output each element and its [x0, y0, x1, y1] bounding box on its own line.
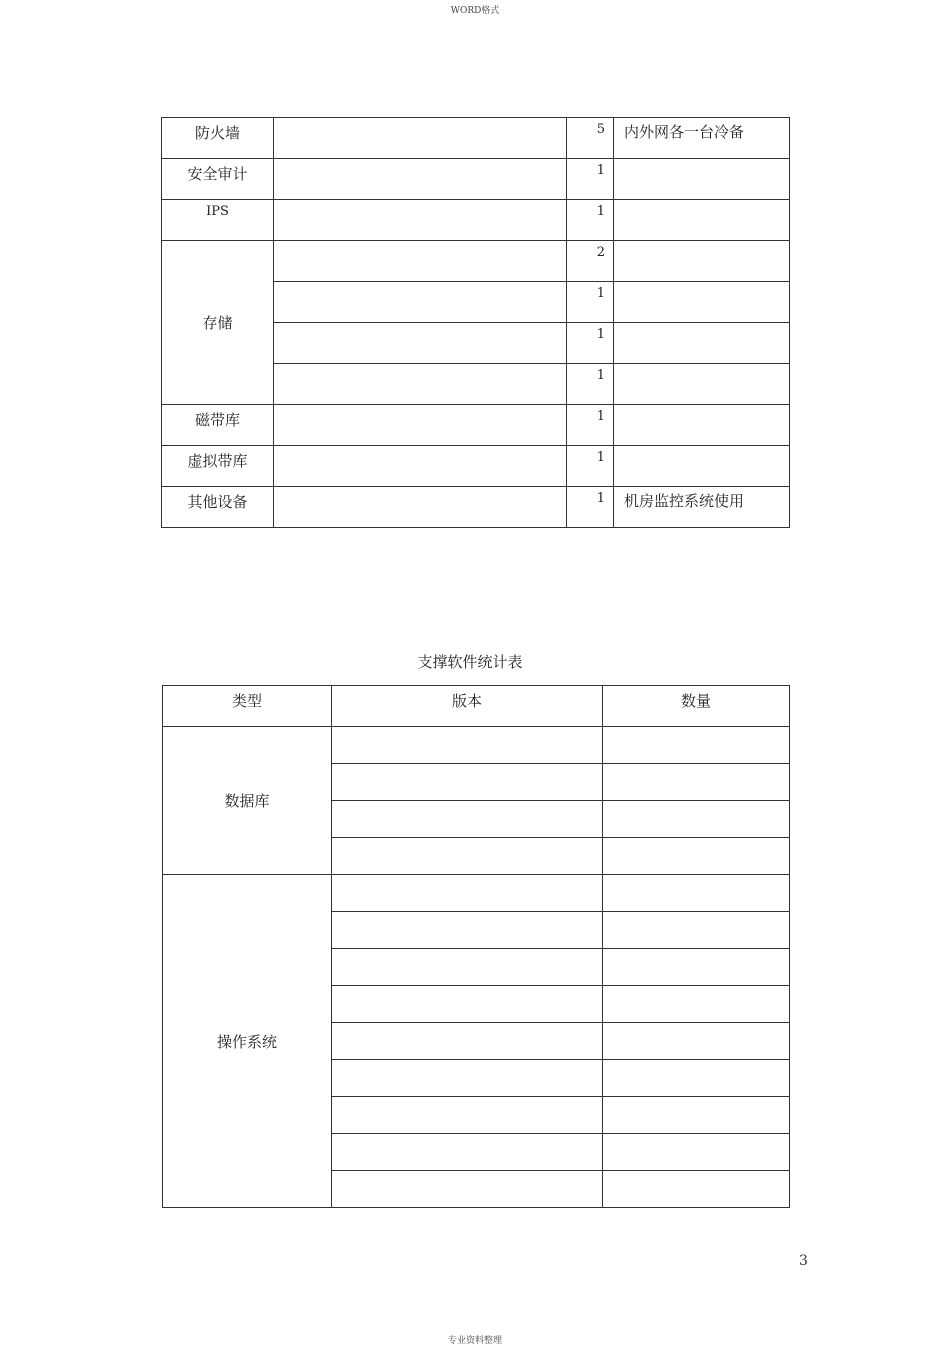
spec-cell	[274, 159, 567, 200]
count-cell	[603, 949, 790, 986]
table-row	[163, 727, 790, 764]
version-cell	[332, 801, 603, 838]
device-name: 其他设备	[162, 487, 274, 528]
count-cell	[603, 875, 790, 912]
note-cell	[614, 200, 790, 241]
version-cell	[332, 1134, 603, 1171]
count-cell	[603, 912, 790, 949]
page-number: 3	[799, 1253, 808, 1269]
qty-cell: 1	[567, 364, 614, 405]
table-row	[162, 159, 790, 200]
device-name: 存储	[162, 241, 274, 405]
version-cell	[332, 1097, 603, 1134]
device-name: 虚拟带库	[162, 446, 274, 487]
spec-cell	[274, 118, 567, 159]
version-cell	[332, 949, 603, 986]
qty-cell: 1	[567, 446, 614, 487]
note-cell	[614, 446, 790, 487]
note-cell	[614, 241, 790, 282]
table-row	[162, 446, 790, 487]
table-row	[162, 118, 790, 159]
qty-cell: 1	[567, 323, 614, 364]
software-table	[162, 685, 790, 1208]
device-name: 磁带库	[162, 405, 274, 446]
count-cell	[603, 1134, 790, 1171]
qty-cell: 5	[567, 118, 614, 159]
column-header-type: 类型	[163, 686, 332, 727]
version-cell	[332, 764, 603, 801]
count-cell	[603, 764, 790, 801]
spec-cell	[274, 446, 567, 487]
version-cell	[332, 838, 603, 875]
note-cell	[614, 323, 790, 364]
qty-cell: 1	[567, 159, 614, 200]
device-name: 安全审计	[162, 159, 274, 200]
table-row	[162, 405, 790, 446]
table-row	[162, 241, 790, 282]
qty-cell: 1	[567, 282, 614, 323]
qty-cell: 2	[567, 241, 614, 282]
table-row	[162, 200, 790, 241]
table-row	[163, 875, 790, 912]
hardware-table	[161, 117, 790, 528]
count-cell	[603, 838, 790, 875]
column-header-version: 版本	[332, 686, 603, 727]
note-cell: 机房监控系统使用	[614, 487, 790, 528]
qty-cell: 1	[567, 487, 614, 528]
spec-cell	[274, 282, 567, 323]
version-cell	[332, 727, 603, 764]
version-cell	[332, 912, 603, 949]
count-cell	[603, 801, 790, 838]
spec-cell	[274, 487, 567, 528]
count-cell	[603, 1171, 790, 1208]
qty-cell: 1	[567, 200, 614, 241]
page-header: WORD格式	[450, 6, 500, 16]
version-cell	[332, 1023, 603, 1060]
spec-cell	[274, 405, 567, 446]
spec-cell	[274, 241, 567, 282]
device-name: IPS	[162, 200, 274, 241]
group-name: 数据库	[163, 727, 332, 875]
table-header-row	[163, 686, 790, 727]
column-header-count: 数量	[603, 686, 790, 727]
group-name: 操作系统	[163, 875, 332, 1208]
version-cell	[332, 875, 603, 912]
table-caption: 支撑软件统计表	[417, 653, 523, 671]
note-cell: 内外网各一台冷备	[614, 118, 790, 159]
table-row	[162, 487, 790, 528]
spec-cell	[274, 200, 567, 241]
version-cell	[332, 986, 603, 1023]
page-footer: 专业资料整理	[447, 1336, 502, 1346]
count-cell	[603, 986, 790, 1023]
count-cell	[603, 1023, 790, 1060]
qty-cell: 1	[567, 405, 614, 446]
spec-cell	[274, 364, 567, 405]
version-cell	[332, 1060, 603, 1097]
count-cell	[603, 727, 790, 764]
note-cell	[614, 159, 790, 200]
spec-cell	[274, 323, 567, 364]
note-cell	[614, 282, 790, 323]
device-name: 防火墙	[162, 118, 274, 159]
note-cell	[614, 405, 790, 446]
version-cell	[332, 1171, 603, 1208]
count-cell	[603, 1097, 790, 1134]
count-cell	[603, 1060, 790, 1097]
note-cell	[614, 364, 790, 405]
